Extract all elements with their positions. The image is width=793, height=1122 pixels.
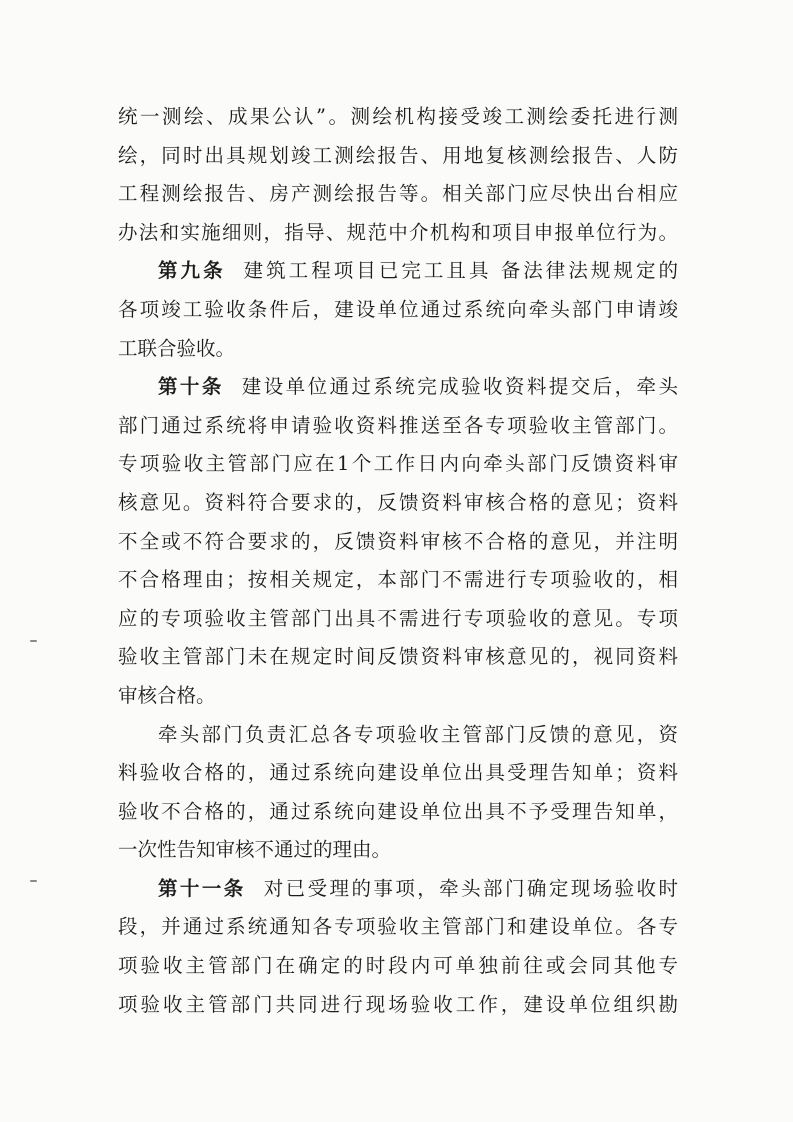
paragraph-line: 项验收主管部门在确定的时段内可单独前往或会同其他专 <box>118 954 678 978</box>
paragraph-line: 工联合验收。 <box>118 336 236 360</box>
paragraph-line: 项验收主管部门共同进行现场验收工作，建设单位组织勘 <box>118 992 678 1016</box>
paragraph-line: 一次性告知审核不通过的理由。 <box>118 838 392 862</box>
article-10-text: 建设单位通过系统完成验收资料提交后，牵头 <box>241 375 678 399</box>
article-11-heading: 第十一条 <box>158 876 246 900</box>
paragraph-line: 统一测绘、成果公认”。测绘机构接受竣工测绘委托进行测 <box>118 105 678 128</box>
paragraph-line: 办法和实施细则，指导、规范中介机构和项目申报单位行为。 <box>118 220 678 244</box>
paragraph-line: 绘，同时出具规划竣工测绘报告、用地复核测绘报告、人防 <box>118 143 678 167</box>
article-11-text: 对已受理的事项，牵头部门确定现场验收时 <box>263 876 678 900</box>
paragraph-line: 不全或不符合要求的，反馈资料审核不合格的意见，并注明 <box>118 529 678 553</box>
article-10-heading: 第十条 <box>158 375 224 399</box>
article-11-first-line <box>118 870 678 909</box>
scan-artifact <box>30 880 37 882</box>
paragraph-line: 不合格理由；按相关规定，本部门不需进行专项验收的，相 <box>118 568 678 592</box>
paragraph-line: 部门通过系统将申请验收资料推送至各专项验收主管部门。 <box>118 413 678 437</box>
paragraph-line: 应的专项验收主管部门出具不需进行专项验收的意见。专项 <box>118 606 678 630</box>
paragraph-line: 工程测绘报告、房产测绘报告等。相关部门应尽快出台相应 <box>118 182 678 206</box>
scan-artifact <box>30 640 37 642</box>
paragraph-line: 核意见。资料符合要求的，反馈资料审核合格的意见；资料 <box>118 490 678 514</box>
article-10-first-line <box>118 368 678 407</box>
paragraph-line: 验收不合格的，通过系统向建设单位出具不予受理告知单， <box>118 799 678 823</box>
article-9-first-line <box>118 252 678 291</box>
paragraph-line: 牵头部门负责汇总各专项验收主管部门反馈的意见，资 <box>158 722 678 746</box>
paragraph-line: 各项竣工验收条件后，建设单位通过系统向牵头部门申请竣 <box>118 297 678 321</box>
paragraph-line: 专项验收主管部门应在1个工作日内向牵头部门反馈资料审 <box>118 452 678 476</box>
article-9-heading: 第九条 <box>158 259 226 283</box>
paragraph-line: 审核合格。 <box>118 683 216 707</box>
paragraph-line: 段，并通过系统通知各专项验收主管部门和建设单位。各专 <box>118 915 678 939</box>
document-body <box>118 98 678 1024</box>
paragraph-line: 验收主管部门未在规定时间反馈资料审核意见的，视同资料 <box>118 645 678 669</box>
paragraph-line: 料验收合格的，通过系统向建设单位出具受理告知单；资料 <box>118 761 678 785</box>
article-9-text: 建筑工程项目已完工且具 备法律法规规定的 <box>243 259 678 283</box>
